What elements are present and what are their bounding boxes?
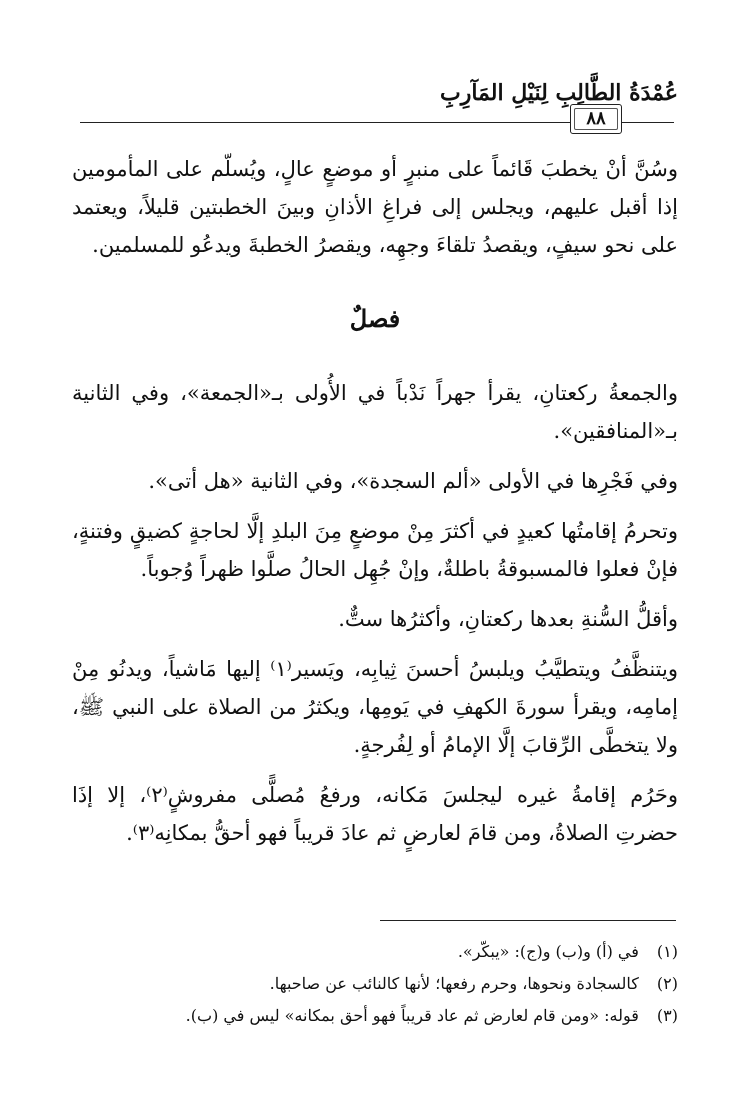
footnote — [72, 1002, 678, 1030]
header-rule — [80, 122, 570, 123]
paragraph: وحَرُم إقامةُ غيره ليجلسَ مَكانه، ورفعُ مُصلًّى مفروشٍ⁽٢⁾، إلا إذَا حضرتِ الصلاةُ، ومن قامَ لعارضٍ ثم عادَ قريباً فهو أحقُّ بمكانِه⁽٣⁾. — [72, 783, 678, 845]
paragraph: وأقلُّ السُّنةِ بعدها ركعتانِ، وأكثرُها ستٌّ. — [338, 607, 678, 631]
header-rule-short — [622, 122, 674, 123]
paragraph: والجمعةُ ركعتانِ، يقرأ جهراً نَدْباً في الأُولى بـ«الجمعة»، وفي الثانية بـ«المنافقين». — [72, 381, 678, 443]
footnote — [72, 970, 678, 998]
footnote-number: (٢) — [656, 974, 678, 993]
footnote — [72, 938, 678, 966]
main-text — [72, 150, 678, 864]
paragraph: وفي فَجْرِها في الأولى «ألم السجدة»، وفي الثانية «هل أتى». — [148, 469, 678, 493]
footnote-text: قوله: «ومن قام لعارض ثم عاد قريباً فهو أحق بمكانه» ليس في (ب). — [185, 1006, 639, 1025]
section-heading: فصلٌ — [349, 304, 401, 333]
page-number: ٨٨ — [570, 104, 622, 134]
footnote-text: كالسجادة ونحوها، وحرم رفعها؛ لأنها كالنائب عن صاحبها. — [269, 974, 639, 993]
paragraph: وتحرمُ إقامتُها كعيدٍ في أكثرَ مِنْ موضعٍ مِنَ البلدِ إلَّا لحاجةٍ كضيقٍ وفتنةٍ، فإنْ فعلوا فالمسبوقةُ باطلةٌ، وإنْ جُهِل الحالُ صلَّوا ظهراً وُجوباً. — [72, 519, 678, 581]
footnote-text: في (أ) و(ب) و(ج): «يبكّر». — [457, 942, 639, 961]
footnote-separator — [380, 920, 676, 921]
footnotes — [72, 938, 678, 1034]
paragraph: وسُنَّ أنْ يخطبَ قَائماً على منبرٍ أو موضعٍ عالٍ، ويُسلّم على المأمومين إذا أقبل عليهم، ويجلس إلى فراغِ الأذانِ وبينَ الخطبتين قليلاً، ويعتمد على نحو سيفٍ، ويقصدُ تلقاءَ وجهِه، ويقصرُ الخطبةَ ويدعُو للمسلمين. — [72, 157, 678, 257]
footnote-number: (٣) — [656, 1006, 678, 1025]
paragraph: ويتنظَّفُ ويتطيَّبُ ويلبسُ أحسنَ ثِيابِه، ويَسير⁽١⁾ إليها مَاشياً، ويدنُو مِنْ إمامِه، ويقرأ سورةَ الكهفِ في يَومِها، ويكثرُ من الصلاة على النبي ﷺ، ولا يتخطَّى الرِّقابَ إلَّا الإمامُ أو لِفُرجةٍ. — [72, 657, 679, 757]
running-title: عُمْدَةُ الطَّالِبِ لِنَيْلِ المَآرِبِ — [440, 80, 678, 106]
footnote-number: (١) — [656, 942, 678, 961]
